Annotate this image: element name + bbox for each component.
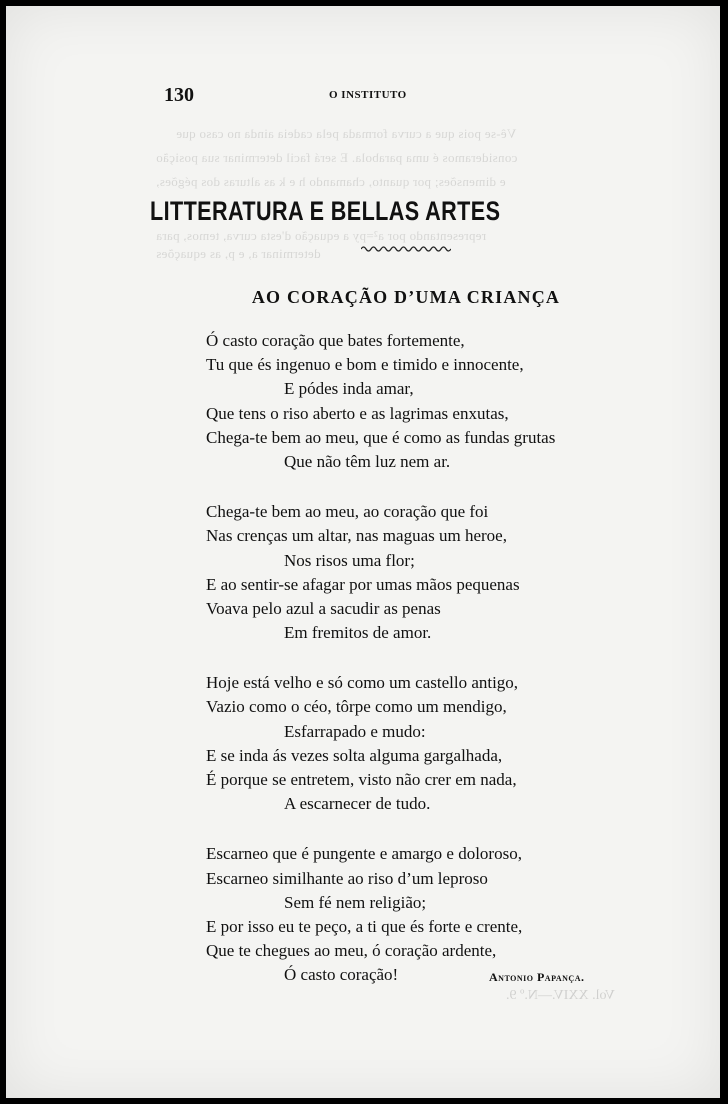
- poem-line: Que tens o riso aberto e as lagrimas enxutas,: [206, 403, 509, 423]
- poem-line: Chega-te bem ao meu, que é como as fundas grutas: [206, 427, 556, 447]
- poem-line: Sem fé nem religião;: [284, 892, 427, 912]
- poem-line: E ao sentir-se afagar por umas mãos pequenas: [206, 574, 520, 594]
- poem-line: Hoje está velho e só como um castello antigo,: [206, 673, 519, 693]
- poem-body: [206, 329, 606, 1014]
- section-title: LITTERATURA E BELLAS ARTES: [150, 196, 501, 226]
- poem-stanza: [206, 671, 606, 816]
- poem-line: Ó casto coração que bates fortemente,: [206, 331, 465, 350]
- poem-line: Chega-te bem ao meu, ao coração que foi: [206, 502, 489, 522]
- wavy-rule-ornament: [361, 244, 451, 254]
- poem-line: Esfarrapado e mudo:: [284, 721, 426, 741]
- bleed-line: consideramos é uma parabola. E será facil determinar sua posição: [156, 150, 518, 165]
- poem-line: Que não têm luz nem ar.: [284, 451, 451, 471]
- poem-line: Ó casto coração!: [284, 965, 399, 985]
- page-header: [164, 84, 584, 108]
- poem-line: Escarneo que é pungente e amargo e doloroso,: [206, 844, 522, 864]
- poem-line: E pódes inda amar,: [284, 379, 414, 399]
- poem-line: Em fremitos de amor.: [284, 623, 432, 643]
- poem-line: Que te chegues ao meu, ó coração ardente,: [206, 941, 497, 961]
- poem-line: A escarnecer de tudo.: [284, 794, 431, 814]
- bleed-line: Vê-se pois que a curva formada pela cadeia ainda no caso que: [176, 126, 517, 141]
- poem-line: Vazio como o céo, tôrpe como um mendigo,: [206, 697, 507, 717]
- poem-line: Voava pelo azul a sacudir as penas: [206, 598, 441, 618]
- document-page: [6, 6, 720, 1098]
- poem-stanza: [206, 329, 606, 474]
- bleed-line: representando por a²=py a equação d'esta curva, temos, para: [156, 228, 487, 243]
- bleed-line: determinar a, e p, as equações: [156, 246, 321, 261]
- poem-stanza: [206, 500, 606, 645]
- poem-line: Nos risos uma flor;: [284, 550, 415, 570]
- bleed-line: e dimensões; por quanto, chamando h e k as alturas dos pégões,: [156, 174, 506, 189]
- poem-line: E se inda ás vezes solta alguma gargalhada,: [206, 745, 503, 765]
- poem-line: Nas crenças um altar, nas maguas um heroe,: [206, 526, 507, 546]
- bleed-footer: Vol. XXIV.—N.º 9.: [506, 988, 615, 1003]
- running-title: O INSTITUTO: [329, 89, 407, 101]
- poem-line: Tu que és ingenuo e bom e timido e innocente,: [206, 355, 524, 375]
- poem-line: Escarneo similhante ao riso d’um leproso: [206, 868, 488, 888]
- poem-author: Antonio Papança.: [489, 970, 585, 984]
- poem-stanza: [206, 842, 606, 987]
- page-number: 130: [164, 84, 194, 106]
- poem-title: AO CORAÇÃO D’UMA CRIANÇA: [251, 287, 561, 307]
- poem-line: E por isso eu te peço, a ti que és forte e crente,: [206, 916, 523, 936]
- poem-line: É porque se entretem, visto não crer em nada,: [206, 770, 517, 789]
